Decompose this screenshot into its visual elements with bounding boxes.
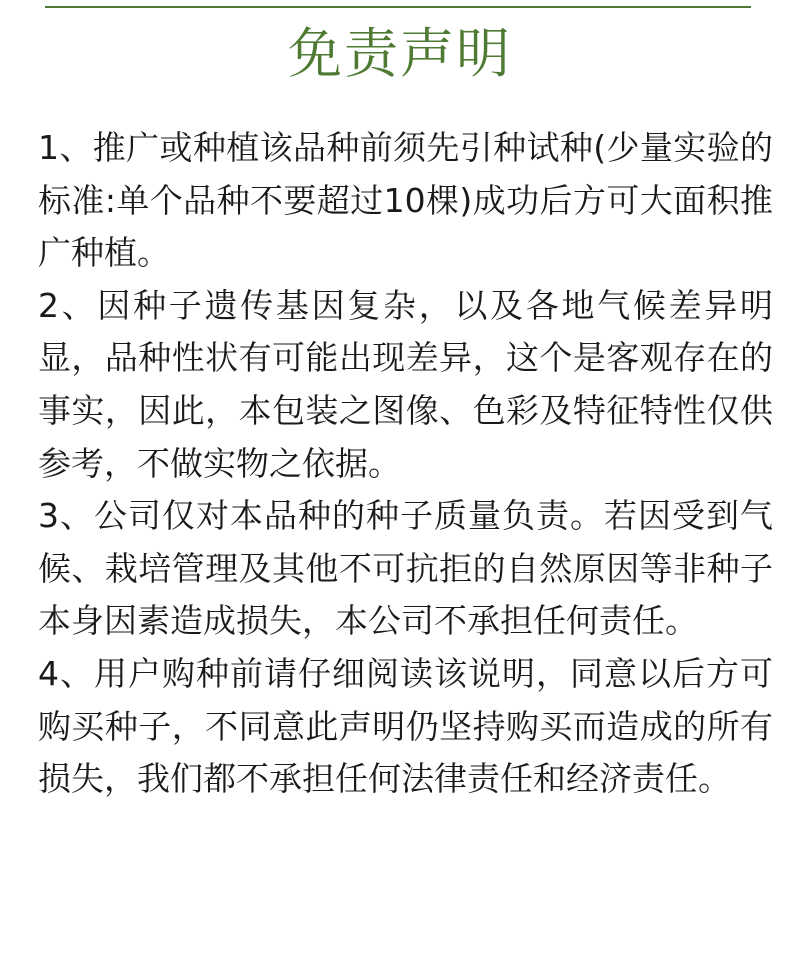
disclaimer-item-3: 3、公司仅对本品种的种子质量负责。若因受到气候、栽培管理及其他不可抗拒的自然原因等非种子本身因素造成损失，本公司不承担任何责任。: [38, 496, 773, 641]
disclaimer-item-1: 1、推广或种植该品种前须先引种试种(少量实验的标准:单个品种不要超过10棵)成功后方可大面积推广种植。: [38, 128, 773, 273]
disclaimer-item-4: 4、用户购种前请仔细阅读该说明，同意以后方可购买种子，不同意此声明仍坚持购买而造成的所有损失，我们都不承担任何法律责任和经济责任。: [38, 653, 773, 799]
disclaimer-item-2: 2、因种子遗传基因复杂，以及各地气候差异明显，品种性状有可能出现差异，这个是客观存在的事实，因此，本包装之图像、色彩及特征特性仅供参考，不做实物之依据。: [38, 285, 773, 483]
disclaimer-body: [38, 122, 773, 806]
page-title: 免责声明: [288, 22, 512, 85]
top-divider: [45, 6, 751, 8]
